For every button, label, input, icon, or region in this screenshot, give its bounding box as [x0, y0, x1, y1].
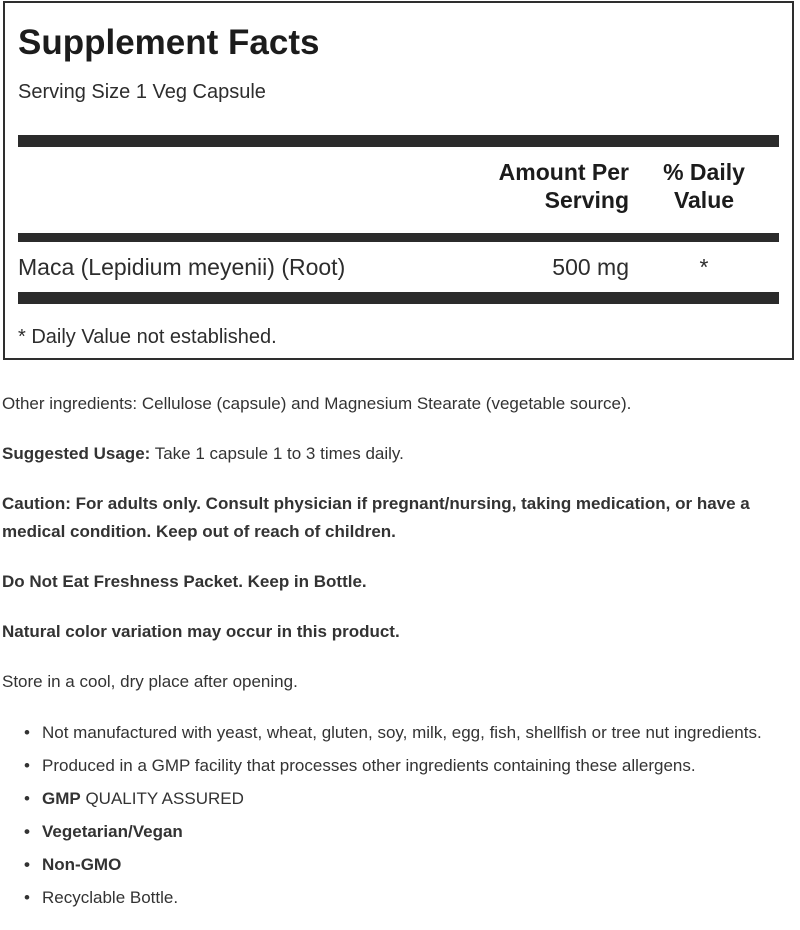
panel-title: Supplement Facts — [18, 23, 320, 62]
header-amount-line1: Amount Per — [498, 159, 629, 186]
product-details — [2, 390, 795, 911]
bullet-label-gmp: GMP — [42, 789, 81, 808]
header-amount-per-serving — [439, 158, 629, 214]
list-item — [24, 885, 795, 911]
bullet-text: Not manufactured with yeast, wheat, gluten, soy, milk, egg, fish, shellfish or tree nut ingredients. — [42, 723, 762, 742]
divider-bar-top — [18, 135, 779, 147]
bullet-text: Non-GMO — [42, 855, 122, 874]
bullet-text: Recyclable Bottle. — [42, 888, 179, 907]
list-item — [24, 786, 795, 812]
table-header-row — [18, 147, 779, 223]
caution-text: Caution: For adults only. Consult physician if pregnant/nursing, taking medication, or have a medical condition. Keep out of reach of children. — [2, 494, 750, 541]
supplement-facts-panel — [3, 1, 794, 360]
list-item — [24, 819, 795, 845]
freshness-packet-warning: Do Not Eat Freshness Packet. Keep in Bottle. — [2, 572, 367, 591]
header-amount-line2: Serving — [544, 187, 629, 214]
suggested-usage — [2, 440, 795, 468]
header-dv-line1: % Daily — [663, 159, 745, 186]
suggested-usage-label: Suggested Usage: — [2, 444, 151, 463]
daily-value-footnote: * Daily Value not established. — [18, 326, 277, 349]
bullet-text: Vegetarian/Vegan — [42, 822, 183, 841]
color-variation-note: Natural color variation may occur in this product. — [2, 622, 400, 641]
feature-bullet-list — [2, 720, 795, 911]
header-dv-line2: Value — [673, 187, 735, 214]
ingredient-name: Maca (Lepidium meyenii) (Root) — [18, 254, 346, 281]
bullet-text: QUALITY ASSURED — [80, 789, 244, 808]
list-item — [24, 852, 795, 878]
divider-bar-bottom — [18, 292, 779, 304]
bullet-text: Produced in a GMP facility that processes other ingredients containing these allergens. — [42, 756, 696, 775]
other-ingredients: Other ingredients: Cellulose (capsule) and Magnesium Stearate (vegetable source). — [2, 394, 632, 413]
list-item — [24, 753, 795, 779]
ingredient-amount: 500 mg — [552, 254, 629, 281]
storage-instructions: Store in a cool, dry place after opening. — [2, 672, 298, 691]
list-item — [24, 720, 795, 746]
header-percent-daily-value — [629, 158, 779, 214]
ingredient-daily-value: * — [699, 254, 709, 281]
table-row — [18, 242, 779, 292]
serving-size: Serving Size 1 Veg Capsule — [18, 81, 266, 104]
suggested-usage-text: Take 1 capsule 1 to 3 times daily. — [150, 444, 404, 463]
divider-bar-header — [18, 233, 779, 242]
